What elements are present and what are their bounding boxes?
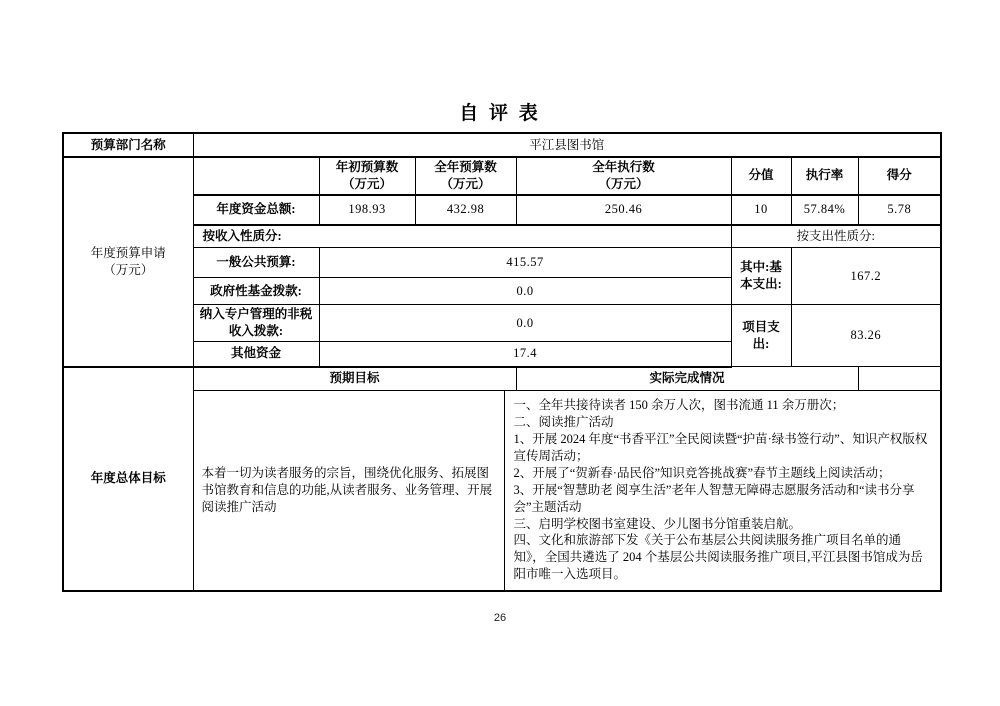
project-expense-value: 83.26 [791,305,941,367]
empty-cell [193,157,319,195]
header-weight: 分值 [731,157,791,195]
header-initial-budget: 年初预算数 （万元） [319,157,415,195]
annual-budget-request-line2: （万元） [103,262,154,277]
table-row [63,157,941,195]
table-row [63,391,941,591]
actual-completion-header: 实际完成情况 [516,367,858,391]
nontax-income-value: 0.0 [319,305,731,342]
general-public-budget-label: 一般公共预算: [193,248,319,278]
annual-overall-goal-label: 年度总体目标 [63,367,193,591]
expected-goal-header: 预期目标 [193,367,516,391]
total-exec-value: 250.46 [516,195,731,225]
total-score-value: 5.78 [858,195,941,225]
basic-expense-label: 其中:基 本支出: [731,248,791,305]
table-row [63,225,941,248]
dept-name-label: 预算部门名称 [63,133,193,157]
other-funds-value: 17.4 [319,342,731,367]
by-income-nature-label: 按收入性质分: [193,225,731,248]
total-weight-value: 10 [731,195,791,225]
total-annual-value: 432.98 [415,195,516,225]
general-public-budget-value: 415.57 [319,248,731,278]
table-row [63,248,941,278]
dept-name-value: 平江县图书馆 [193,133,941,157]
actual-item-6: 三、启明学校图书室建设、少儿图书分馆重装启航。 [513,516,802,531]
total-funds-label: 年度资金总额: [193,195,319,225]
nontax-income-label: 纳入专户管理的非税收入拨款: [193,305,319,342]
actual-completion-text [504,391,941,591]
actual-item-7: 四、文化和旅游部下发《关于公布基层公共阅读服务推广项目名单的通知》，全国共遴选了 204 个基层公共阅读服务推广项目,平江县图书馆成为岳阳市唯一入选项目。 [513,533,923,582]
expected-goal-text: 本着一切为读者服务的宗旨，围绕优化服务、拓展图书馆教育和信息的功能,从读者服务、业务管理、开展阅读推广活动 [193,391,504,591]
government-fund-label: 政府性基金拨款: [193,278,319,305]
annual-budget-request-label [63,157,193,367]
actual-item-2: 二、阅读推广活动 [513,415,614,430]
basic-expense-value: 167.2 [791,248,941,305]
government-fund-value: 0.0 [319,278,731,305]
total-initial-value: 198.93 [319,195,415,225]
table-row [63,133,941,157]
table-row [63,305,941,342]
annual-budget-request-line1: 年度预算申请 [90,245,166,260]
actual-item-4: 2、开展了“贺新春·品民俗”知识竞答挑战赛”春节主题线上阅读活动； [513,465,891,480]
header-execution-rate: 执行率 [791,157,858,195]
by-expense-nature-label: 按支出性质分: [731,225,941,248]
actual-item-3: 1、开展 2024 年度“书香平江”全民阅读暨“护苗·绿书签行动”、知识产权版权宣传周活动； [513,432,928,464]
page-title: 自 评 表 [459,103,541,124]
header-annual-execution: 全年执行数 （万元） [516,157,731,195]
header-score: 得分 [858,157,941,195]
actual-item-1: 一、全年共接待读者 150 余万人次，图书流通 11 余万册次； [513,398,845,413]
other-funds-label: 其他资金 [193,342,319,367]
total-rate-value: 57.84% [791,195,858,225]
project-expense-label: 项目支 出: [731,305,791,367]
header-annual-budget: 全年预算数 （万元） [415,157,516,195]
page-number: 26 [493,612,507,624]
actual-item-5: 3、开展“智慧助老 阅享生活”老年人智慧无障碍志愿服务活动和“读书分享会”主题活动 [513,482,915,514]
table-row [63,367,941,391]
self-evaluation-table [62,132,942,592]
table-row [63,195,941,225]
